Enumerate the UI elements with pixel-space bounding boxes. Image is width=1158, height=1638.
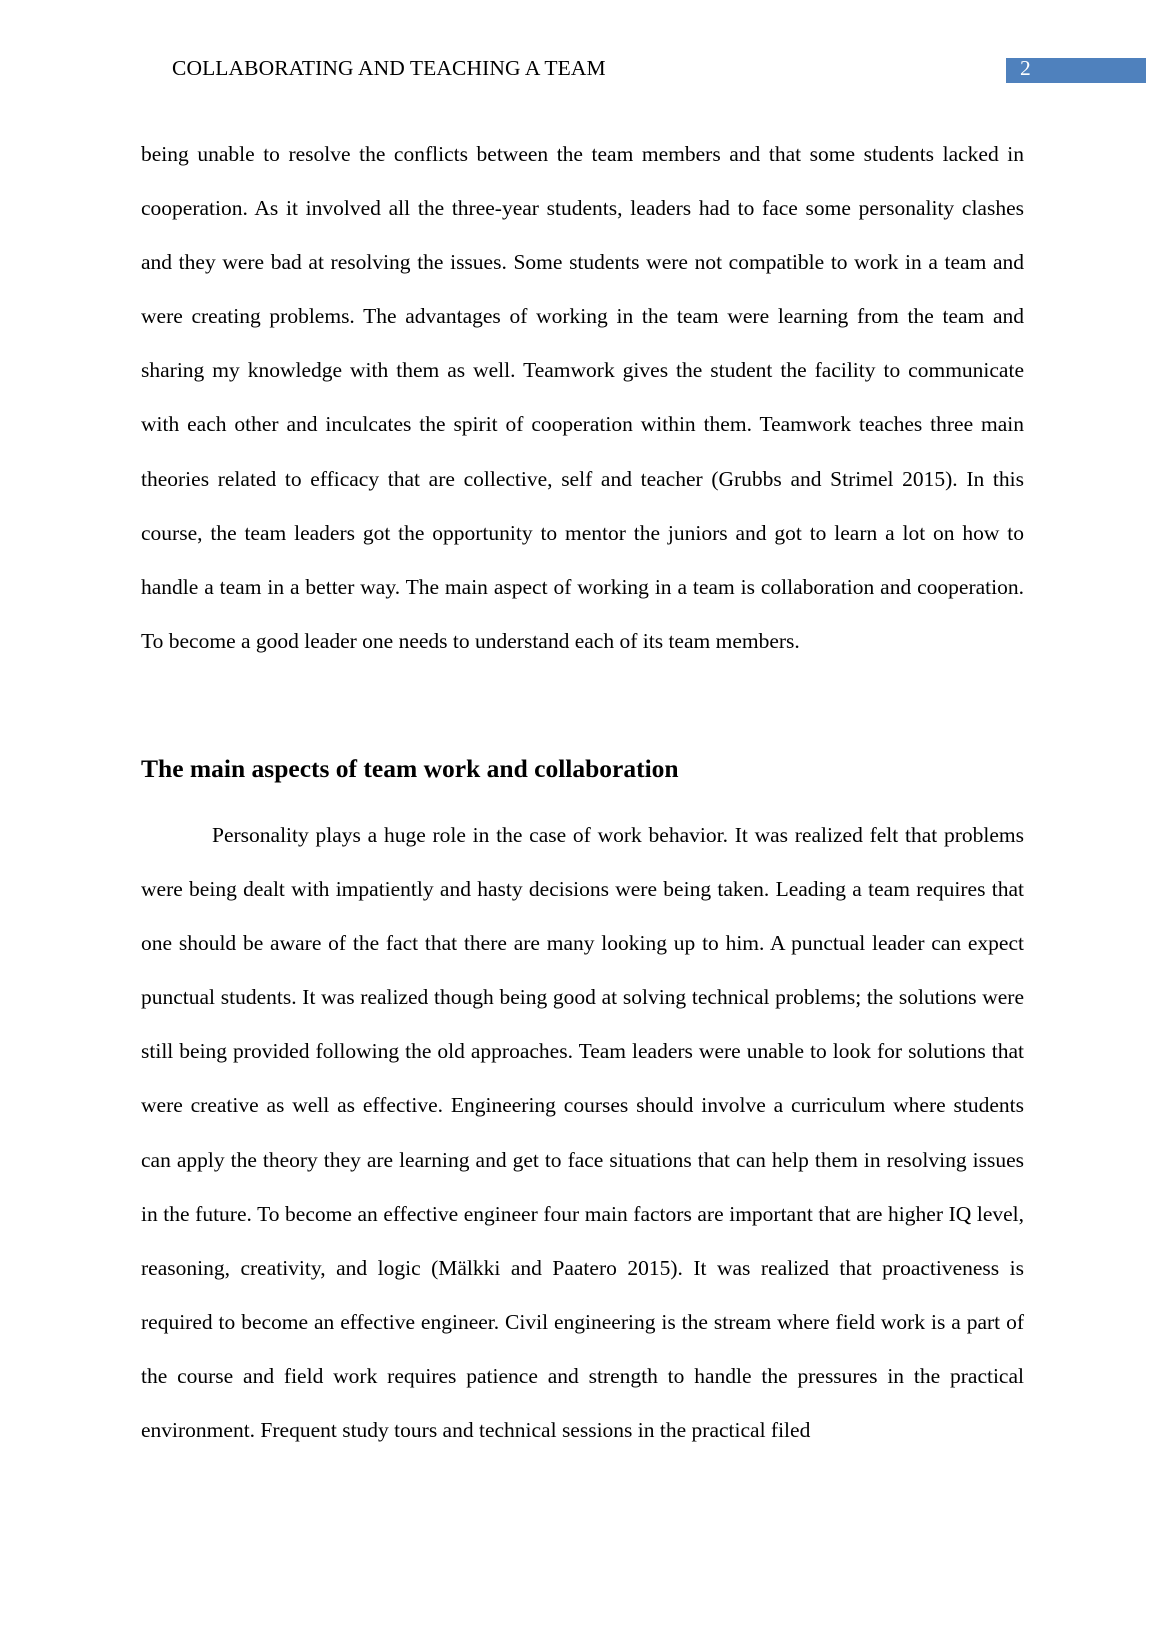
body-paragraph-2: Personality plays a huge role in the case of work behavior. It was realized felt that problems were being dealt with impatiently and hasty decisions were being taken. Leading a team requires that one should be aware of the fact that there are many looking up to him. A punctual leader can expect punctual students. It was realized though being good at solving technical problems; the solutions were still being provided following the old approaches. Team leaders were unable to look for solutions that were creative as well as effective. Engineering courses should involve a curriculum where students can apply the theory they are learning and get to face situations that can help them in resolving issues in the future. To become an effective engineer four main factors are important that are higher IQ level, reasoning, creativity, and logic (Mälkki and Paatero 2015). It was realized that proactiveness is required to become an effective engineer. Civil engineering is the stream where field work is a part of the course and field work requires patience and strength to handle the pressures in the practical environment. Frequent study tours and technical sessions in the practical filed [141, 823, 1024, 1443]
body-paragraph-1: being unable to resolve the conflicts between the team members and that some students lacked in cooperation. As it involved all the three-year students, leaders had to face some personality clashes and they were bad at resolving the issues. Some students were not compatible to work in a team and were creating problems. The advantages of working in the team were learning from the team and sharing my knowledge with them as well. Teamwork gives the student the facility to communicate with each other and inculcates the spirit of cooperation within them. Teamwork teaches three main theories related to efficacy that are collective, self and teacher (Grubbs and Strimel 2015). In this course, the team leaders got the opportunity to mentor the juniors and got to learn a lot on how to handle a team in a better way. The main aspect of working in a team is collaboration and cooperation. To become a good leader one needs to understand each of its team members. [141, 142, 1024, 653]
page-number-box [1006, 58, 1146, 83]
section-heading: The main aspects of team work and collaboration [141, 754, 679, 783]
page-number: 2 [1020, 56, 1031, 80]
running-head: COLLABORATING AND TEACHING A TEAM [172, 56, 606, 80]
